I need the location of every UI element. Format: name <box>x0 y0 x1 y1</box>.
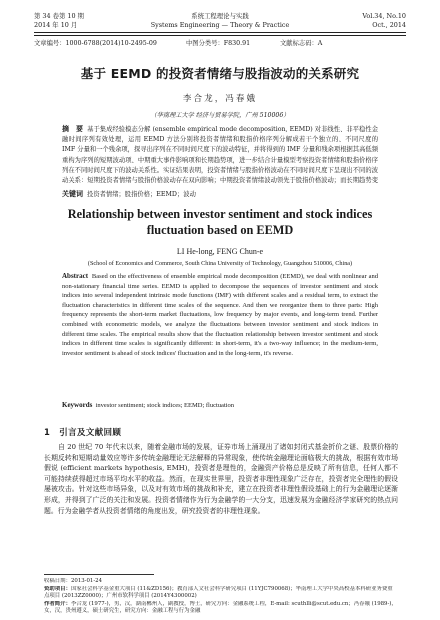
funding-text: 国家社会科学基金重大项目 (11&ZD156)；教育部人文社会科学研究项目 (11YJC790068)；华南理工大学中央高校基本科研业务费重点项目 (2013ZZ0000)；广州市软科学项目 (2014Y4300002) <box>44 585 393 600</box>
funding-label: 资助项目： <box>44 585 71 592</box>
footnote-rule <box>44 574 154 575</box>
journal-name-cn: 系统工程理论与实践 <box>191 12 249 20</box>
author-text: 李合龙 (1977-)，男，汉，湖南郴州人，副教授，博士，研究方向：金融系统工程，E-mail: scuthlli@scut.edu.cn；冯春娥 (1989-)，女，汉，贵州遵义，硕士研究生，研究方向：金融工程与行为金融 <box>44 600 397 615</box>
keywords-en <box>62 401 378 410</box>
keywords-cn-label: 关键词 <box>62 190 83 198</box>
keywords-cn-text: 投资者情绪；股指价格；EEMD；波动 <box>87 191 196 198</box>
journal-name-en: Systems Engineering — Theory & Practice <box>150 21 290 29</box>
abstract-en-text: Based on the effectiveness of ensemble empirical mode decomposition (EEMD), we deal with nonlinear and non-stationary financial time series. EEMD is applied to decompose the sequences of investor sentiment and stock indices into several independent intrinsic mode functions (IMF) with different scales and a residual term, to extract the fluctuation characteristics in different time scales of the sequence. And then we reorganize them to three parts: High frequency represents the short-term market fluctuations, low frequency by major events, and long-term trend. Further combined with econometric models, we analyze the fluctuations between investor sentiment and stock indices in different time scales. The empirical results show that the fluctuation relationship between investor sentiment and stock indices in different time scales is significantly different: in short-term, it's a two-way influence; in the medium-term, investor sentiment is ahead of stock indices' fluctuation and in the long-term, it's reverse. <box>62 273 378 357</box>
keywords-en-label: Keywords <box>62 401 93 409</box>
date-en: Oct., 2014 <box>372 21 406 29</box>
footnote-received: 收稿日期：2013-01-24 <box>44 578 103 584</box>
footnotes <box>44 578 398 616</box>
abstract-cn-label: 摘 要 <box>62 125 84 133</box>
keywords-en-text: investor sentiment; stock indices; EEMD; fluctuation <box>95 402 235 409</box>
abstract-cn-text: 基于集成经验模态分解 (ensemble empirical mode decomposition, EEMD) 对非线性、非平稳性金融时间序列有效处理，运用 EEMD 方法分别将投资者情绪和股指价格序列分解成若干个独立的、不同尺度的 IMF 分量和一个残余项，探寻出序列在不同时间尺度下的波动特征，并将得到的 IMF 分量和残余项根据其高低频重构为序列的短期波动项、中期重大事件影响项和长期趋势项，进一步结合计量模型考察投资者情绪和股指价格序列在不同时间尺度下的波动关系性。实证结果表明，投资者情绪与股指价格波动在不同时间尺度下呈现出不同的波动关系：短期投资者情绪与股指价格波动存在双向影响；中期投资者情绪波动领先于股指价格波动；而长期趋势变 <box>62 126 378 185</box>
volume-en: Vol.34, No.10 <box>362 12 406 20</box>
clc-number: 中图分类号：F830.91 <box>186 40 251 47</box>
abstract-en <box>62 272 378 397</box>
keywords-cn <box>62 190 378 199</box>
paper-title-en: Relationship between investor sentiment and stock indices fluctuation based on EEMD <box>67 207 373 237</box>
author-label: 作者简介： <box>44 600 71 607</box>
footnote-author <box>44 601 398 616</box>
section-heading: 1 引言及文献回顾 <box>44 427 122 437</box>
article-number: 文章编号：1000-6788(2014)10-2495-09 <box>34 40 157 47</box>
volume-cn: 第 34 卷第 10 期 <box>34 12 84 20</box>
footnote-funding <box>44 586 398 601</box>
section-body: 自 20 世纪 70 年代末以来，随着金融市场的发展，证券市场上涌现出了诸如封闭式基金折价之谜、股票价格的长期反转和短期动量效应等许多传统金融理论无法解释的异常现象，使传统金融理论面临极大的挑战，根据有效市场假说 (efficient markets hypothesis, EMH)，投资者是理性的，金融资产价格总是反映了所有信息，任何人都不可能持续获得超过市场平均水平的收益。然而，在现实世界里，投资者非理性现象广泛存在，投资者完全理性的假设屡被攻击。针对这些市场异象，以及对有效市场的挑战和补充，建立在投资者非理性假设基础上的行为金融理论逐渐形成，并得到了广泛的关注和发展。投资者情绪作为行为金融学的一大分支，迅速发展为金融经济学家研究的热点问题。行为金融学者从投资者情绪的角度出发，研究投资者的非理性现象。 <box>44 443 398 515</box>
abstract-cn <box>62 124 378 186</box>
paper-title-cn: 基于 EEMD 的投资者情绪与股指波动的关系研究 <box>80 66 360 81</box>
authors-en: LI He-long, FENG Chun-e <box>176 247 264 256</box>
abstract-en-label: Abstract <box>62 272 89 280</box>
document-code: 文献标志码：A <box>280 40 323 47</box>
header-rule-thin <box>34 35 406 36</box>
authors-cn: 李合龙，冯春娥 <box>182 94 258 104</box>
date-cn: 2014 年 10 月 <box>34 21 78 29</box>
header-rule-thick <box>34 32 406 33</box>
affiliation-cn: （华南理工大学 经济与贸易学院，广州 510006） <box>150 112 290 119</box>
affiliation-en: (School of Economics and Commerce, South China University of Technology, Guangzhou 510006, China) <box>87 260 353 267</box>
